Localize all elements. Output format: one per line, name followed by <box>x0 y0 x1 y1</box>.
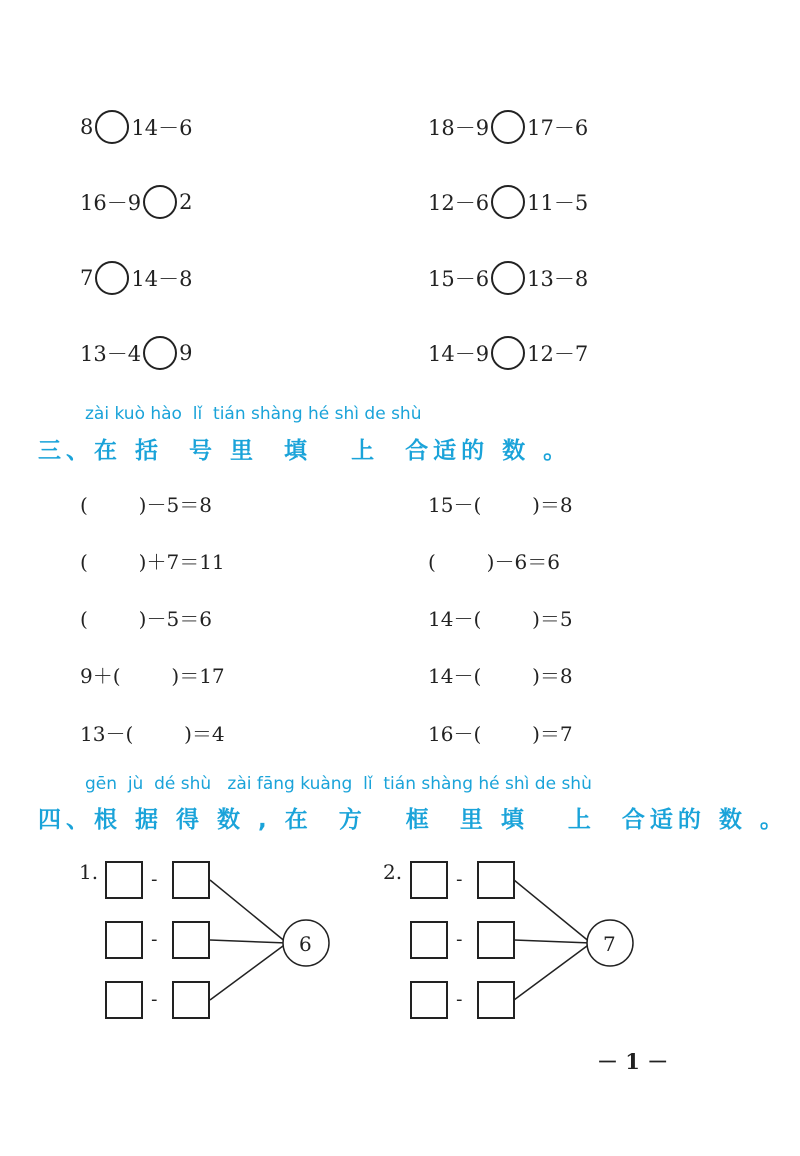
answer-box[interactable] <box>172 921 210 959</box>
compare-right-expr: 9 <box>179 341 193 365</box>
group-label: 1. <box>79 860 99 884</box>
compare-left-expr: 15－6 <box>428 267 490 291</box>
answer-box[interactable] <box>172 981 210 1019</box>
answer-box[interactable] <box>410 981 448 1019</box>
compare-left-expr: 12－6 <box>428 191 490 215</box>
group-label: 2. <box>383 860 403 884</box>
answer-box[interactable] <box>477 861 515 899</box>
answer-box[interactable] <box>105 921 143 959</box>
fill-blank-item[interactable]: 15－( )＝8 <box>428 493 573 517</box>
fill-blank-item[interactable]: 9＋( )＝17 <box>80 664 225 688</box>
compare-right-expr: 13－8 <box>527 267 589 291</box>
compare-right-expr: 11－5 <box>527 191 589 215</box>
fill-blank-item[interactable]: 14－( )＝8 <box>428 664 573 688</box>
fill-blank-item[interactable]: 13－( )＝4 <box>80 722 225 746</box>
section3-pinyin: zài kuò hào lǐ tián shàng hé shì de shù <box>85 404 422 424</box>
answer-box[interactable] <box>477 921 515 959</box>
fill-blank-item[interactable]: 14－( )＝5 <box>428 607 573 631</box>
answer-box[interactable] <box>172 861 210 899</box>
minus-sign: - <box>151 869 158 890</box>
fill-blank-item[interactable]: ( )－6＝6 <box>428 550 560 574</box>
answer-box[interactable] <box>105 981 143 1019</box>
section4-title: 四、根 据 得 数 , 在 方 框 里 填 上 合适的 数 。 <box>38 807 788 833</box>
compare-right-expr: 17－6 <box>527 116 589 140</box>
compare-right-expr: 14－6 <box>131 116 193 140</box>
result-value: 7 <box>603 932 616 956</box>
page-number: － 1 － <box>597 1049 669 1074</box>
compare-right-expr: 14－8 <box>131 267 193 291</box>
answer-box[interactable] <box>410 921 448 959</box>
minus-sign: - <box>456 929 463 950</box>
compare-left-expr: 18－9 <box>428 116 490 140</box>
answer-box[interactable] <box>477 981 515 1019</box>
fill-blank-item[interactable]: ( )－5＝6 <box>80 607 212 631</box>
answer-box[interactable] <box>410 861 448 899</box>
fill-blank-item[interactable]: ( )＋7＝11 <box>80 550 225 574</box>
compare-left-expr: 8 <box>80 115 94 139</box>
compare-left-expr: 14－9 <box>428 342 490 366</box>
answer-box[interactable] <box>105 861 143 899</box>
compare-right-expr: 12－7 <box>527 342 589 366</box>
minus-sign: - <box>456 989 463 1010</box>
fill-blank-item[interactable]: ( )－5＝8 <box>80 493 212 517</box>
compare-left-expr: 16－9 <box>80 191 142 215</box>
fill-blank-item[interactable]: 16－( )＝7 <box>428 722 573 746</box>
section3-title: 三、在 括 号 里 填 上 合适的 数 。 <box>38 438 572 464</box>
minus-sign: - <box>151 989 158 1010</box>
compare-left-expr: 13－4 <box>80 342 142 366</box>
section4-pinyin: gēn jù dé shù zài fāng kuàng lǐ tián shàng hé shì de shù <box>85 774 592 794</box>
compare-left-expr: 7 <box>80 266 94 290</box>
minus-sign: - <box>456 869 463 890</box>
minus-sign: - <box>151 929 158 950</box>
compare-right-expr: 2 <box>179 190 193 214</box>
result-value: 6 <box>299 932 312 956</box>
